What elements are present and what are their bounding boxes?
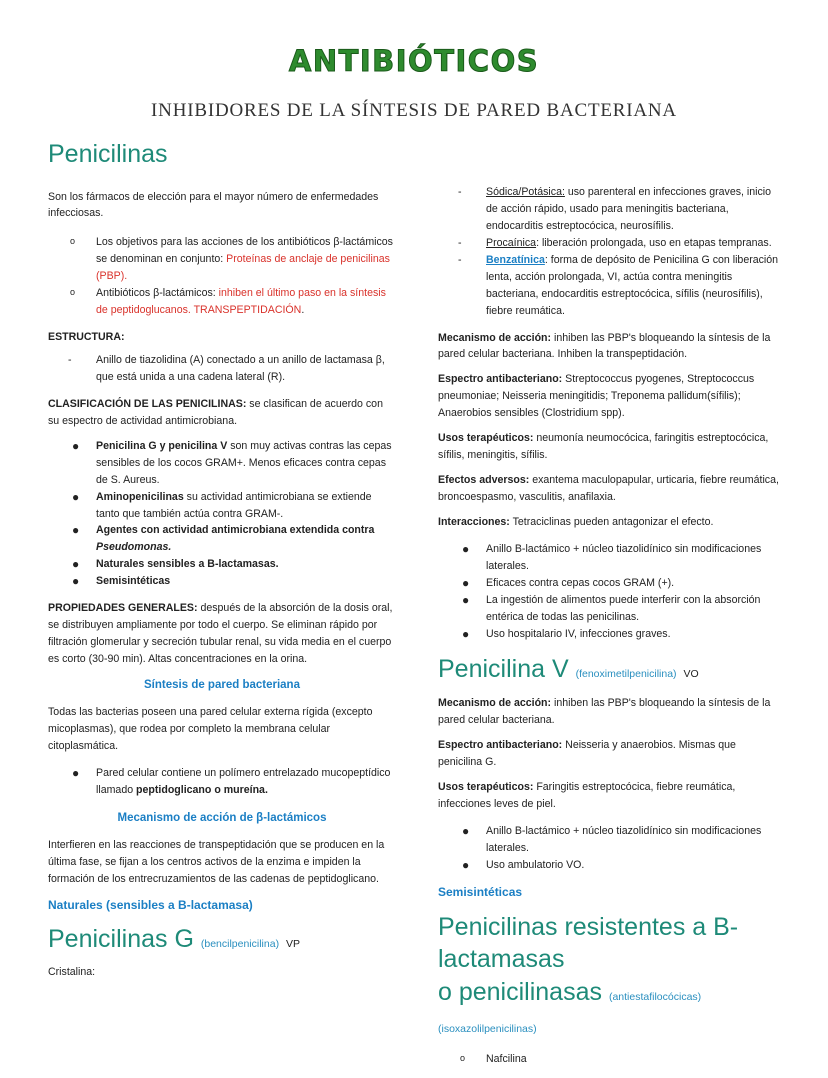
heading-semisinteticas: Semisintéticas — [438, 885, 523, 900]
v-mecanismo-paragraph: Mecanismo de acción: inhiben las PBP's bloqueando la síntesis de la pared celular bacteriana. — [438, 697, 771, 726]
bullet-marker: ● — [72, 489, 80, 504]
sintesis-paragraph: Todas las bacterias poseen una pared celular externa rígida (excepto micoplasmas), que rodea por completo la membrana celular citoplasmática. — [48, 706, 373, 753]
benzatinica-link: Benzatínica — [486, 253, 545, 266]
red-text: inhiben el último paso en la síntesis de peptidoglucanos. TRANSPEPTIDACIÓN — [96, 287, 386, 317]
heading-penicilinas: Penicilinas — [48, 140, 168, 168]
dash-marker: - — [68, 354, 72, 366]
cristalina-label: Cristalina: — [48, 965, 96, 978]
bullet-marker: ● — [462, 575, 470, 590]
intro-paragraph: Son los fármacos de elección para el mayor número de enfermedades infecciosas. — [48, 190, 379, 220]
red-text: Proteínas de anclaje de penicilinas (PBP). — [96, 253, 390, 283]
v-usos-paragraph: Usos terapéuticos: Faringitis estreptocócica, fiebre reumática, infecciones leves de piel. — [438, 780, 736, 810]
circle-marker: o — [460, 1052, 466, 1063]
bullet-marker: ● — [462, 626, 470, 641]
circle-marker: o — [70, 287, 76, 298]
v-espectro-paragraph: Espectro antibacteriano: Neisseria y anaerobios. Mismas que penicilina G. — [438, 738, 736, 768]
list-item: o Nafcilina — [460, 1052, 527, 1065]
mecanismo-paragraph: Mecanismo de acción: inhiben las PBP's bloqueando la síntesis de la pared celular bacteriana. Inhiben la transpeptidación. — [438, 331, 771, 361]
pared-list — [48, 765, 396, 799]
bullet-marker: ● — [72, 523, 80, 538]
document-title: ANTIBIÓTICOS — [288, 44, 540, 78]
bullet-marker: ● — [462, 857, 470, 872]
list-item: ● Semisintéticas — [72, 574, 171, 589]
penicilina-v-items-list — [438, 823, 783, 874]
bullet-marker: ● — [72, 557, 80, 572]
list-item: ● Anillo B-lactámico + núcleo tiazolidínico sin modificaciones laterales. — [462, 541, 762, 572]
propiedades-paragraph: PROPIEDADES GENERALES: después de la absorción de la dosis oral, se distribuyen ampliamente por todo el cuerpo. Se eliminan rápido por filtración glomerular y secreción tubular renal, su vida media en el cuerpo es corto (30-90 min). Altas concentraciones en la orina. — [48, 602, 393, 665]
bullet-marker: ● — [462, 541, 470, 556]
document-subtitle: INHIBIDORES DE LA SÍNTESIS DE PARED BACTERIANA — [151, 100, 677, 121]
list-item: o Antibióticos β-lactámicos: inhiben el último paso en la síntesis de peptidoglucanos. TRANSPEPTIDACIÓN. — [70, 287, 386, 317]
usos-paragraph: Usos terapéuticos: neumonía neumocócica, faringitis estreptocócica, sífilis, meningitis, sífilis. — [438, 432, 769, 462]
list-item: - Anillo de tiazolidina (A) conectado a un anillo de lactamasa β, que está unida a una cadena lateral (R). — [68, 354, 385, 383]
bullet-marker: ● — [462, 592, 470, 607]
list-item: ● Agentes con actividad antimicrobiana extendida contra Pseudomonas. — [72, 523, 375, 554]
list-item: ● Naturales sensibles a B-lactamasas. — [72, 557, 279, 572]
interacciones-paragraph: Interacciones: Tetraciclinas pueden antagonizar el efecto. — [438, 515, 714, 528]
bullet-marker: ● — [72, 574, 80, 589]
list-item: ● Penicilina G y penicilina V son muy activas contras las cepas sensibles de los cocos GRAM+. Menos eficaces contra cepas de S. Aureus. — [72, 438, 392, 486]
resistentes-list — [438, 1051, 783, 1068]
heading-penicilinas-g: Penicilinas G (bencilpenicilina) VP — [48, 925, 301, 954]
heading-resistentes: Penicilinas resistentes a B-lactamasas o penicilinasas (antiestafilocócicas) (isoxazolilpenicilinas) — [438, 912, 739, 1036]
espectro-paragraph: Espectro antibacteriano: Streptococcus pyogenes, Streptococcus pneumoniae; Neisseria meningitidis; Treponema pallidum(sífilis); Anaerobios sensibles (Clostridium spp). — [438, 373, 755, 420]
objetivos-list — [48, 234, 396, 319]
heading-penicilina-v: Penicilina V (fenoximetilpenicilina) VO — [438, 654, 699, 683]
clasificacion-list — [48, 438, 396, 590]
clasificacion-paragraph: CLASIFICACIÓN DE LAS PENICILINAS: se clasifican de acuerdo con su espectro de actividad antimicrobiana. — [48, 397, 383, 427]
list-item: - Procaínica: liberación prolongada, uso en etapas tempranas. — [438, 235, 783, 252]
right-column — [438, 184, 783, 1078]
list-item: ● Pared celular contiene un polímero entrelazado mucopeptídico llamado peptidoglicano o mureína. — [72, 766, 391, 797]
left-column — [48, 138, 396, 989]
heading-naturales: Naturales (sensibles a B-lactamasa) — [48, 898, 253, 913]
estructura-list — [48, 352, 396, 386]
list-item: ● La ingestión de alimentos puede interferir con la absorción entérica de todas las penicilinas. — [462, 592, 761, 623]
dash-marker: - — [458, 236, 462, 249]
heading-sintesis: Síntesis de pared bacteriana — [144, 678, 300, 691]
list-item: o Los objetivos para las acciones de los antibióticos β-lactámicos se denominan en conjunto: Proteínas de anclaje de penicilinas (PBP). — [70, 236, 393, 283]
circle-marker: o — [70, 236, 76, 247]
list-item: ● Uso ambulatorio VO. — [462, 857, 585, 872]
efectos-paragraph: Efectos adversos: exantema maculopapular, urticaria, fiebre reumática, broncoespasmo, vasculitis, anafilaxia. — [438, 474, 779, 503]
mecanismo-paragraph: Interfieren en las reacciones de transpeptidación que se producen en la última fase, se fijan a los centros activos de la enzima e impiden la formación de los entrecruzamientos de las cadenas de peptidoglicano. — [48, 839, 385, 886]
list-item: - Sódica/Potásica: uso parenteral en infecciones graves, inicio de acción rápido, usado para meningitis bacteriana, endocarditis estreptocócica, neurosífilis. — [458, 186, 772, 232]
dash-marker: - — [458, 186, 462, 198]
dash-marker: - — [458, 253, 462, 266]
list-item: ● Uso hospitalario IV, infecciones graves. — [462, 626, 671, 641]
list-item: ● Aminopenicilinas su actividad antimicrobiana se extiende tanto que también actúa contra GRAM-. — [72, 489, 372, 520]
list-item: - Benzatínica: forma de depósito de Penicilina G con liberación lenta, acción prolongada, VI, actúa contra meningitis bacteriana, endocarditis estreptocócica, sífilis (neurosífilis), fiebre reumática. — [458, 253, 779, 317]
list-item: ● Eficaces contra cepas cocos GRAM (+). — [462, 575, 675, 590]
heading-mecanismo: Mecanismo de acción de β-lactámicos — [117, 812, 327, 825]
bullet-marker: ● — [72, 438, 80, 453]
penicilina-g-forms-list — [438, 184, 783, 320]
bullet-marker: ● — [72, 766, 80, 781]
penicilina-g-items-list — [438, 541, 783, 643]
list-item: ● Anillo B-lactámico + núcleo tiazolidínico sin modificaciones laterales. — [462, 823, 762, 854]
estructura-label: ESTRUCTURA: — [48, 331, 125, 344]
bullet-marker: ● — [462, 823, 470, 838]
